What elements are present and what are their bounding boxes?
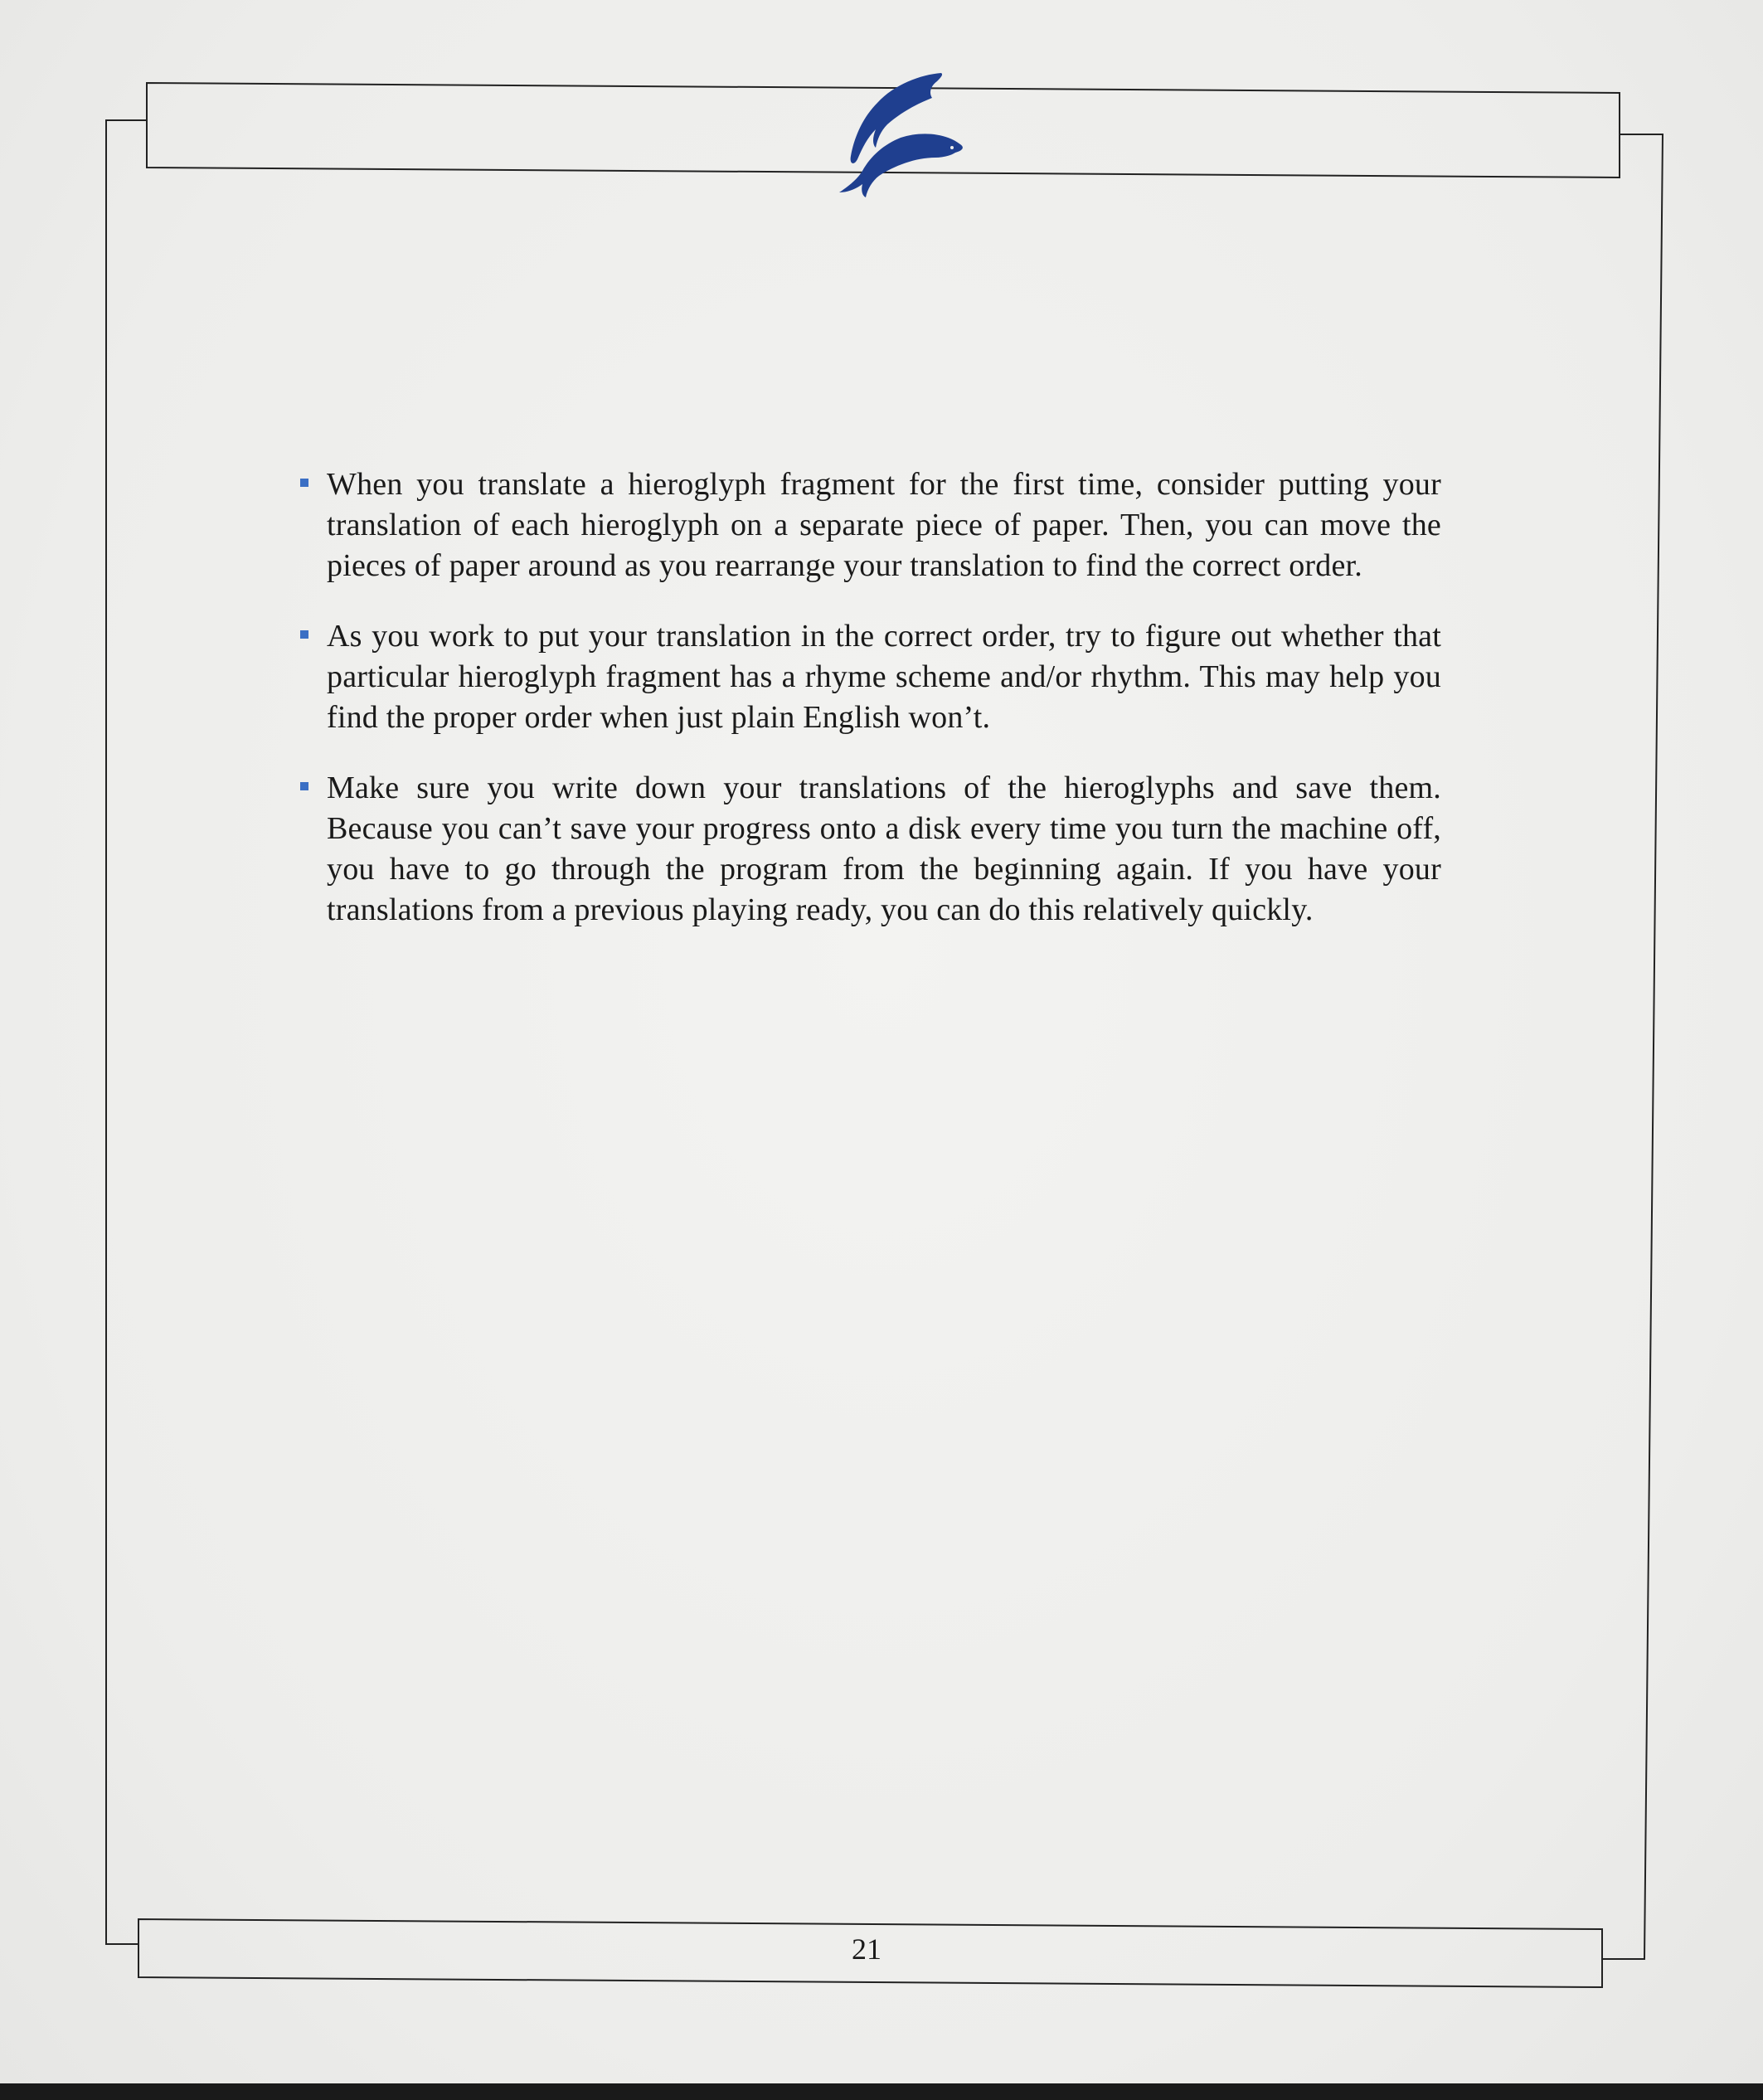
square-bullet-icon (300, 479, 308, 487)
square-bullet-icon (300, 630, 308, 639)
square-bullet-icon (300, 782, 308, 790)
dolphins-icon (829, 68, 970, 201)
list-item (297, 464, 1441, 586)
tip-text: Make sure you write down your translations of the hieroglyphs and save them. Because you can’t save your progress onto a disk every time you turn the machine off, you have to go through the program from the beginning again. If you have your translations from a previous playing ready, you can do this relatively quickly. (327, 770, 1441, 927)
tip-text: When you translate a hieroglyph fragment for the first time, consider putting your translation of each hieroglyph on a separate piece of paper. Then, you can move the pieces of paper around as you rearrange your translation to find the correct order. (327, 467, 1441, 583)
list-item (297, 768, 1441, 931)
tip-text: As you work to put your translation in the correct order, try to figure out whether that particular hieroglyph fragment has a rhyme scheme and/or rhythm. This may help you find the proper order when just plain English won’t. (327, 619, 1441, 735)
scan-bottom-edge (0, 2083, 1763, 2100)
list-item (297, 616, 1441, 738)
page-number: 21 (852, 1932, 882, 1966)
tips-list (297, 464, 1441, 960)
